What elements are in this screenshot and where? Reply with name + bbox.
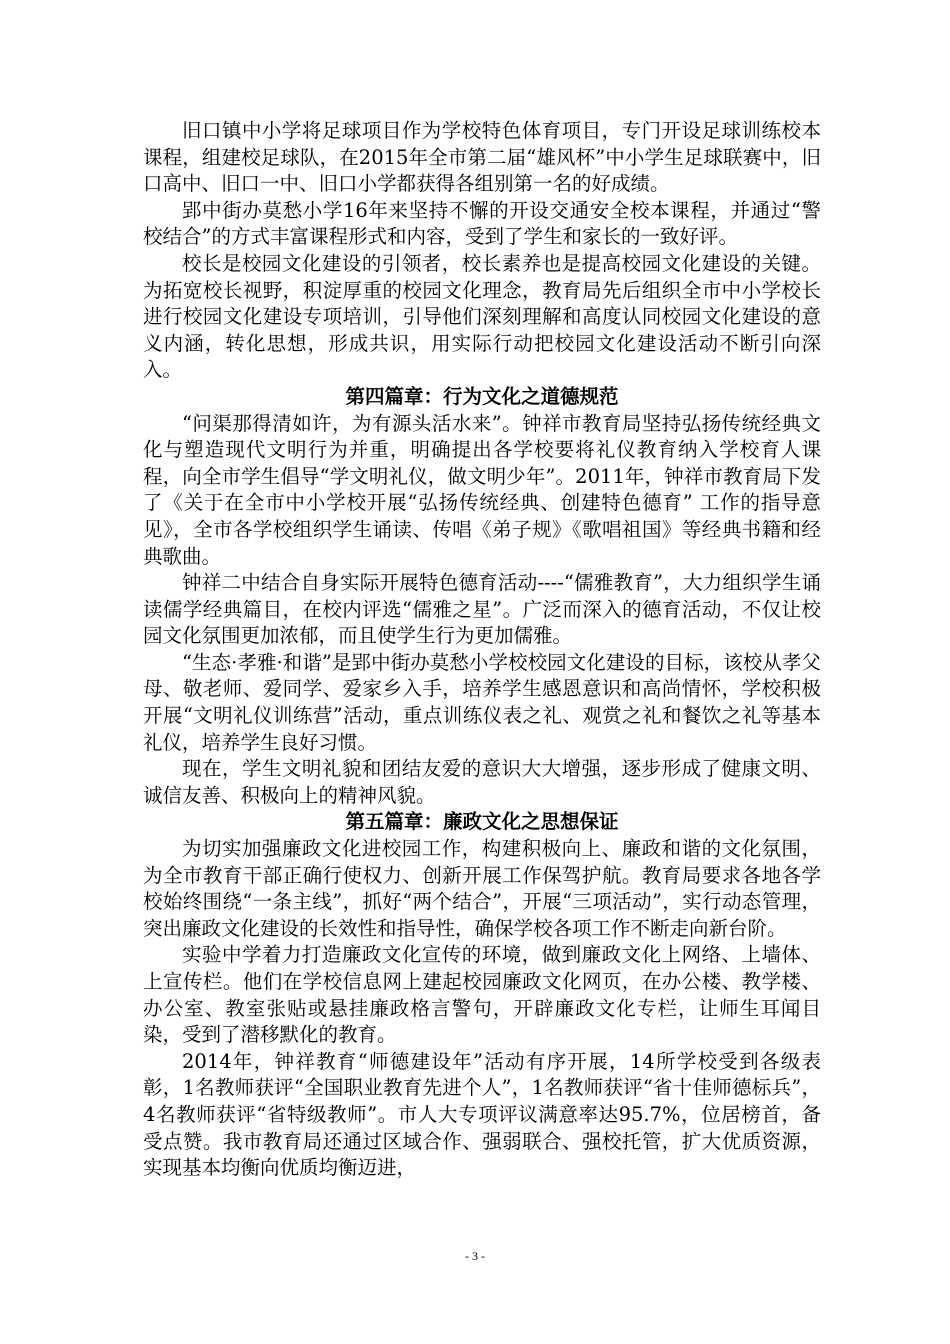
- paragraph: 实验中学着力打造廉政文化宣传的环境，做到廉政文化上网络、上墙体、上宣传栏。他们在学校信息网上建起校园廉政文化网页，在办公楼、教学楼、办公室、教室张贴或悬挂廉政格言警句，开辟廉政文化专栏，让师生耳闻目染，受到了潜移默化的教育。: [143, 943, 821, 1047]
- section-heading: 第四篇章：行为文化之道德规范: [345, 384, 619, 408]
- paragraph: 郢中街办莫愁小学16年来坚持不懈的开设交通安全校本课程，并通过“警校结合”的方式丰富课程形式和内容，受到了学生和家长的一致好评。: [143, 198, 821, 249]
- paragraph: “问渠那得清如许，为有源头活水来”。钟祥市教育局坚持弘扬传统经典文化与塑造现代文明行为并重，明确提出各学校要将礼仪教育纳入学校育人课程，向全市学生倡导“学文明礼仪，做文明少年”。2011年，钟祥市教育局下发了《关于在全市中小学校开展“弘扬传统经典、创建特色德育” 工作的指导意见》，全市各学校组织学生诵读、传唱《弟子规》《歌唱祖国》等经典书籍和经典歌曲。: [143, 411, 821, 568]
- section-heading: 第五篇章：廉政文化之思想保证: [345, 810, 619, 834]
- paragraph: 旧口镇中小学将足球项目作为学校特色体育项目，专门开设足球训练校本课程，组建校足球队，在2015年全市第二届“雄风杯”中小学生足球联赛中，旧口高中、旧口一中、旧口小学都获得各组别第一名的好成绩。: [143, 119, 821, 196]
- page-number: - 3 -: [465, 1249, 485, 1263]
- paragraph: 现在，学生文明礼貌和团结友爱的意识大大增强，逐步形成了健康文明、诚信友善、积极向上的精神风貌。: [143, 757, 821, 807]
- paragraph: 校长是校园文化建设的引领者，校长素养也是提高校园文化建设的关键。为拓宽校长视野，积淀厚重的校园文化理念，教育局先后组织全市中小学校长进行校园文化建设专项培训，引导他们深刻理解和高度认同校园文化建设的意义内涵，转化思想，形成共识，用实际行动把校园文化建设活动不断引向深入。: [143, 251, 821, 382]
- paragraph: 钟祥二中结合自身实际开展特色德育活动----“儒雅教育”，大力组织学生诵读儒学经典篇目，在校内评选“儒雅之星”。广泛而深入的德育活动，不仅让校园文化氛围更加浓郁，而且使学生行为更加儒雅。: [143, 571, 821, 648]
- paragraph: 2014年，钟祥教育“师德建设年”活动有序开展，14所学校受到各级表彰，1名教师获评“全国职业教育先进个人”，1名教师获评“省十佳师德标兵”，4名教师获评“省特级教师”。市人大专项评议满意率达95.7%，位居榜首，备受点赞。我市教育局还通过区域合作、强弱联合、强校托管，扩大优质资源，实现基本均衡向优质均衡迈进，: [143, 1049, 821, 1180]
- paragraph: 为切实加强廉政文化进校园工作，构建积极向上、廉政和谐的文化氛围，为全市教育干部正确行使权力、创新开展工作保驾护航。教育局要求各地各学校始终围绕“一条主线”，抓好“两个结合”，开展“三项活动”，实行动态管理，突出廉政文化建设的长效性和指导性，确保学校各项工作不断走向新台阶。: [143, 837, 821, 940]
- document-body: [143, 118, 821, 1182]
- paragraph: “生态·孝雅·和谐”是郢中街办莫愁小学校校园文化建设的目标，该校从孝父母、敬老师、爱同学、爱家乡入手，培养学生感恩意识和高尚情怀，学校积极开展“文明礼仪训练营”活动，重点训练仪表之礼、观赏之礼和餐饮之礼等基本礼仪，培养学生良好习惯。: [143, 650, 821, 754]
